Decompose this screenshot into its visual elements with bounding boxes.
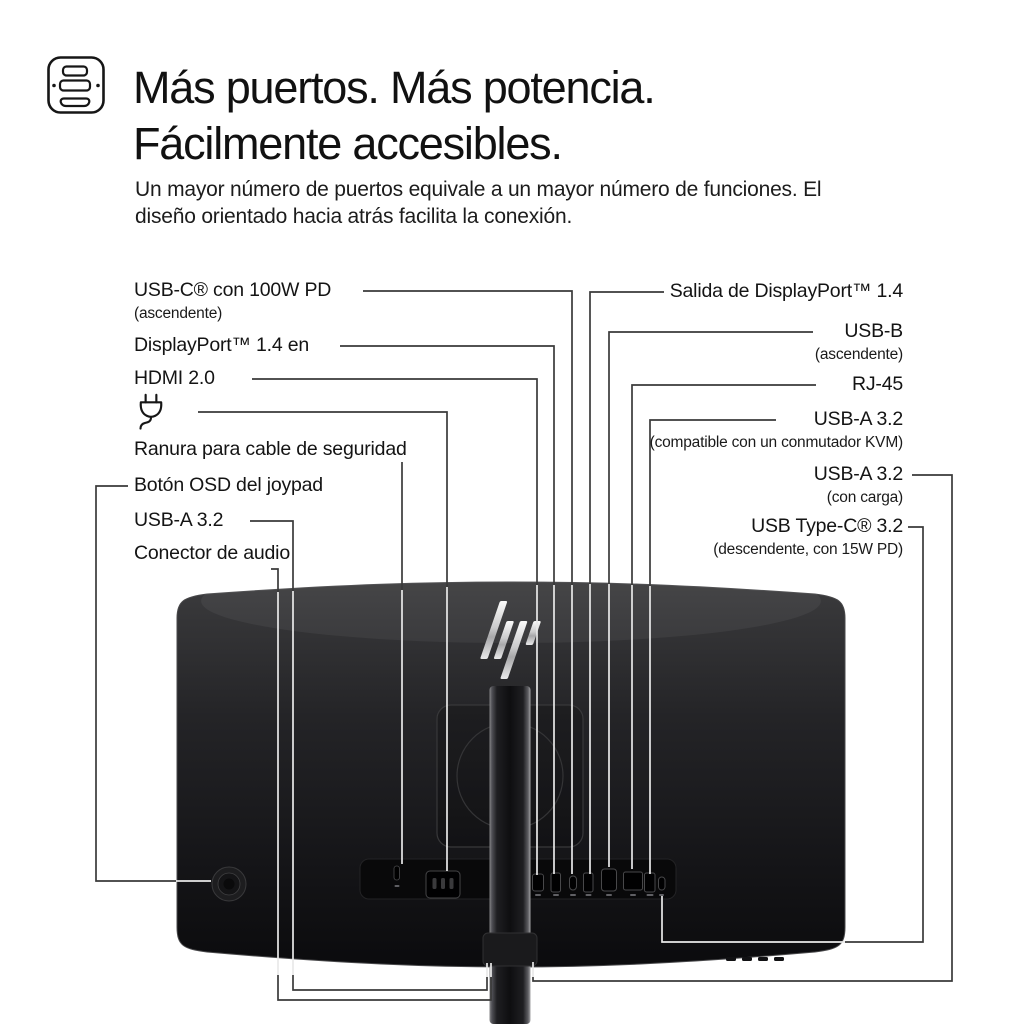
displayport-out-port <box>584 873 594 892</box>
label-text: Ranura para cable de seguridad <box>134 438 407 460</box>
label-text: USB-A 3.2 <box>813 463 903 485</box>
label-text: USB Type-C® 3.2 <box>751 515 903 537</box>
label-security-slot <box>134 439 407 460</box>
label-subtext: (ascendente) <box>134 305 223 322</box>
label-usb-c-upstream <box>134 280 331 323</box>
intro-line-1: Un mayor número de puertos equivale a un mayor número de funciones. El <box>135 178 822 201</box>
label-usb-a-kvm <box>650 409 903 452</box>
label-usb-a-charge <box>814 464 903 507</box>
label-subtext: (ascendente) <box>814 346 903 363</box>
label-text: Salida de DisplayPort™ 1.4 <box>669 280 903 302</box>
label-text: HDMI 2.0 <box>134 367 215 389</box>
label-text: USB-A 3.2 <box>813 408 903 430</box>
label-text: DisplayPort™ 1.4 en <box>134 334 310 356</box>
label-subtext: (con carga) <box>826 489 903 506</box>
label-text: USB-A 3.2 <box>134 509 224 531</box>
label-dp-out <box>670 281 903 302</box>
label-text: USB-B <box>844 320 903 342</box>
power-inlet <box>426 871 460 898</box>
label-displayport-in <box>134 335 309 356</box>
panel-sheen <box>201 559 821 643</box>
label-usb-b <box>815 321 903 364</box>
label-subtext: (descendente, con 15W PD) <box>713 541 903 558</box>
label-text: Conector de audio <box>134 542 290 564</box>
label-usb-a-left <box>134 510 223 531</box>
label-text: Botón OSD del joypad <box>134 474 323 496</box>
intro-line-2: diseño orientado hacia atrás facilita la conexión. <box>135 205 573 228</box>
title-line-1: Más puertos. Más potencia. <box>133 62 655 113</box>
displayport-in-port <box>551 873 561 892</box>
usb-b-port <box>602 869 617 891</box>
label-text: RJ-45 <box>851 373 903 395</box>
usb-c-upstream-port <box>570 876 577 890</box>
label-usb-type-c <box>713 516 903 559</box>
line-usb-type-c <box>845 527 923 942</box>
rj45-port <box>624 872 643 890</box>
security-lock-slot <box>394 866 400 880</box>
label-text: USB-C® con 100W PD <box>134 279 332 301</box>
vent-dashes <box>726 957 784 961</box>
cable-clamp <box>483 933 537 966</box>
label-rj45 <box>852 374 903 395</box>
osd-joystick <box>212 867 246 901</box>
label-hdmi <box>134 368 215 389</box>
usb-c-downstream-port <box>659 877 666 890</box>
power-plug-icon <box>136 392 166 432</box>
label-subtext: (compatible con un conmutador KVM) <box>649 434 903 451</box>
label-audio-connector <box>134 543 290 564</box>
hdmi-port <box>533 874 544 891</box>
monitor-stand <box>490 686 531 1024</box>
usb-a-port <box>645 873 656 892</box>
title-line-2: Fácilmente accesibles. <box>133 118 562 169</box>
label-osd-joypad <box>134 475 323 496</box>
